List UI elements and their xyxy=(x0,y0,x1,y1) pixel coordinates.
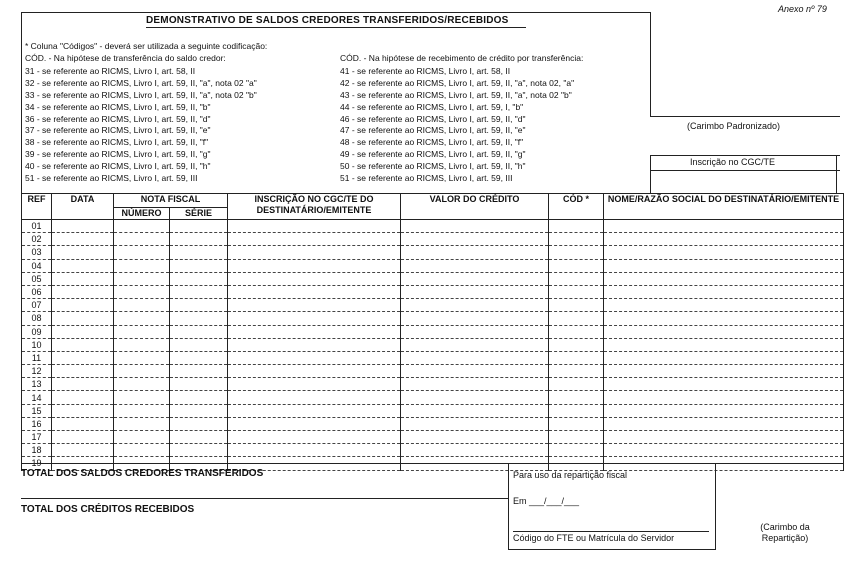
cell-valor[interactable] xyxy=(401,299,549,312)
cell-numero[interactable] xyxy=(114,444,170,457)
cell-numero[interactable] xyxy=(114,285,170,298)
totals-divider xyxy=(21,498,508,499)
cell-cod[interactable] xyxy=(549,246,604,259)
cell-nome[interactable] xyxy=(604,417,844,430)
row-ref: 16 xyxy=(22,417,52,430)
cell-cod[interactable] xyxy=(549,391,604,404)
row-ref: 01 xyxy=(22,220,52,233)
table-row xyxy=(22,431,844,444)
cell-inscricao[interactable] xyxy=(228,272,401,285)
cell-nome[interactable] xyxy=(604,431,844,444)
row-ref: 06 xyxy=(22,285,52,298)
cell-valor[interactable] xyxy=(401,391,549,404)
cell-data[interactable] xyxy=(52,259,114,272)
table-row xyxy=(22,220,844,233)
code-item: 31 - se referente ao RICMS, Livro I, art. 58, II xyxy=(25,66,196,76)
cell-inscricao[interactable] xyxy=(228,431,401,444)
cell-serie[interactable] xyxy=(170,404,228,417)
cell-valor[interactable] xyxy=(401,404,549,417)
cell-data[interactable] xyxy=(52,272,114,285)
cell-valor[interactable] xyxy=(401,338,549,351)
cell-inscricao[interactable] xyxy=(228,391,401,404)
cell-numero[interactable] xyxy=(114,325,170,338)
cell-serie[interactable] xyxy=(170,351,228,364)
cell-nome[interactable] xyxy=(604,259,844,272)
cell-data[interactable] xyxy=(52,299,114,312)
code-item: 42 - se referente ao RICMS, Livro I, art. 59, II, "a", nota 02, "a" xyxy=(340,77,575,88)
cell-inscricao[interactable] xyxy=(228,259,401,272)
reparticao-label: Para uso da repartição fiscal xyxy=(513,470,628,480)
cell-numero[interactable] xyxy=(114,378,170,391)
code-item: 47 - se referente ao RICMS, Livro I, art. 59, II, "e" xyxy=(340,125,526,136)
cell-nome[interactable] xyxy=(604,365,844,378)
cell-numero[interactable] xyxy=(114,365,170,378)
table-row xyxy=(22,404,844,417)
code-item: 41 - se referente ao RICMS, Livro I, art. 58, II xyxy=(340,66,511,76)
stamp-label: (Carimbo Padronizado) xyxy=(687,121,781,131)
title-underline xyxy=(146,27,526,28)
cell-valor[interactable] xyxy=(401,378,549,391)
cell-valor[interactable] xyxy=(401,285,549,298)
cell-valor[interactable] xyxy=(401,259,549,272)
table-row xyxy=(22,338,844,351)
cell-cod[interactable] xyxy=(549,312,604,325)
row-ref: 14 xyxy=(22,391,52,404)
row-ref: 11 xyxy=(22,351,52,364)
cell-data[interactable] xyxy=(52,431,114,444)
insc-box-left xyxy=(650,155,651,193)
cell-numero[interactable] xyxy=(114,351,170,364)
cell-cod[interactable] xyxy=(549,378,604,391)
cell-serie[interactable] xyxy=(170,259,228,272)
cell-valor[interactable] xyxy=(401,365,549,378)
code-item: 33 - se referente ao RICMS, Livro I, art. 59, II, "a", nota 02 "b" xyxy=(25,89,257,100)
col-data: DATA xyxy=(52,194,114,220)
cell-cod[interactable] xyxy=(549,351,604,364)
cell-numero[interactable] xyxy=(114,272,170,285)
right-codes-list xyxy=(340,66,574,185)
code-item: 51 - se referente ao RICMS, Livro I, art. 59, III xyxy=(25,173,198,184)
col-nota-fiscal: NOTA FISCAL xyxy=(114,194,228,208)
cell-serie[interactable] xyxy=(170,325,228,338)
table-row xyxy=(22,312,844,325)
code-item: 40 - se referente ao RICMS, Livro I, art. 59, II, "h" xyxy=(25,161,211,172)
cell-serie[interactable] xyxy=(170,246,228,259)
totals-top-border xyxy=(21,463,843,464)
left-codes-header: CÓD. - Na hipótese de transferência do saldo credor: xyxy=(25,53,226,63)
cell-inscricao[interactable] xyxy=(228,299,401,312)
cell-cod[interactable] xyxy=(549,444,604,457)
cell-serie[interactable] xyxy=(170,378,228,391)
cell-cod[interactable] xyxy=(549,285,604,298)
reparticao-stamp: (Carimbo da Repartição) xyxy=(760,522,810,543)
notes-header: * Coluna "Códigos" - deverá ser utilizada a seguinte codificação: xyxy=(25,41,268,51)
cell-inscricao[interactable] xyxy=(228,351,401,364)
cell-inscricao[interactable] xyxy=(228,285,401,298)
col-numero: NÚMERO xyxy=(114,208,170,220)
code-item: 39 - se referente ao RICMS, Livro I, art. 59, II, "g" xyxy=(25,149,211,160)
insc-box-right xyxy=(836,155,837,193)
cell-cod[interactable] xyxy=(549,404,604,417)
cell-cod[interactable] xyxy=(549,259,604,272)
cell-serie[interactable] xyxy=(170,444,228,457)
cell-numero[interactable] xyxy=(114,431,170,444)
cell-numero[interactable] xyxy=(114,233,170,246)
insc-box-top xyxy=(650,155,840,156)
table-row xyxy=(22,365,844,378)
row-ref: 13 xyxy=(22,378,52,391)
code-item: 43 - se referente ao RICMS, Livro I, art. 59, II, "a", nota 02 "b" xyxy=(340,89,572,100)
inscricao-label: Inscrição no CGC/TE xyxy=(690,157,776,167)
total-recebidos: TOTAL DOS CRÉDITOS RECEBIDOS xyxy=(21,504,195,515)
cell-nome[interactable] xyxy=(604,404,844,417)
cell-nome[interactable] xyxy=(604,325,844,338)
cell-valor[interactable] xyxy=(401,272,549,285)
cell-inscricao[interactable] xyxy=(228,312,401,325)
col-valor: VALOR DO CRÉDITO xyxy=(401,194,549,220)
cell-numero[interactable] xyxy=(114,259,170,272)
cell-valor[interactable] xyxy=(401,351,549,364)
annex-label: Anexo nº 79 xyxy=(778,4,827,14)
cell-data[interactable] xyxy=(52,338,114,351)
cell-inscricao[interactable] xyxy=(228,325,401,338)
page-title: DEMONSTRATIVO DE SALDOS CREDORES TRANSFERIDOS/RECEBIDOS xyxy=(146,15,509,26)
table-row xyxy=(22,246,844,259)
cell-cod[interactable] xyxy=(549,417,604,430)
signature-line xyxy=(513,531,709,532)
code-item: 51 - se referente ao RICMS, Livro I, art. 59, III xyxy=(340,173,513,184)
cell-data[interactable] xyxy=(52,285,114,298)
row-ref: 15 xyxy=(22,404,52,417)
cell-numero[interactable] xyxy=(114,404,170,417)
cell-inscricao[interactable] xyxy=(228,378,401,391)
code-item: 44 - se referente ao RICMS, Livro I, art. 59, I, "b" xyxy=(340,101,524,112)
cell-serie[interactable] xyxy=(170,338,228,351)
cell-numero[interactable] xyxy=(114,220,170,233)
cell-numero[interactable] xyxy=(114,299,170,312)
cell-cod[interactable] xyxy=(549,325,604,338)
cell-inscricao[interactable] xyxy=(228,233,401,246)
code-item: 32 - se referente ao RICMS, Livro I, art. 59, II, "a", nota 02 "a" xyxy=(25,77,257,88)
row-ref: 02 xyxy=(22,233,52,246)
cell-nome[interactable] xyxy=(604,444,844,457)
code-item: 38 - se referente ao RICMS, Livro I, art. 59, II, "f" xyxy=(25,137,209,148)
row-ref: 03 xyxy=(22,246,52,259)
table-row xyxy=(22,444,844,457)
cell-valor[interactable] xyxy=(401,312,549,325)
cell-cod[interactable] xyxy=(549,338,604,351)
reparticao-code: Código do FTE ou Matrícula do Servidor xyxy=(513,533,675,543)
cell-nome[interactable] xyxy=(604,312,844,325)
cell-serie[interactable] xyxy=(170,391,228,404)
cell-inscricao[interactable] xyxy=(228,220,401,233)
cell-serie[interactable] xyxy=(170,417,228,430)
col-nome: NOME/RAZÃO SOCIAL DO DESTINATÁRIO/EMITENTE xyxy=(604,194,844,220)
insc-box-mid xyxy=(650,170,840,171)
row-ref: 07 xyxy=(22,299,52,312)
cell-valor[interactable] xyxy=(401,417,549,430)
cell-serie[interactable] xyxy=(170,365,228,378)
left-codes-list xyxy=(25,66,257,185)
cell-data[interactable] xyxy=(52,444,114,457)
cell-data[interactable] xyxy=(52,378,114,391)
cell-serie[interactable] xyxy=(170,312,228,325)
row-ref: 09 xyxy=(22,325,52,338)
code-item: 36 - se referente ao RICMS, Livro I, art. 59, II, "d" xyxy=(25,113,211,124)
col-cod: CÓD * xyxy=(549,194,604,220)
code-item: 50 - se referente ao RICMS, Livro I, art. 59, II, "h" xyxy=(340,161,526,172)
cell-numero[interactable] xyxy=(114,338,170,351)
cell-nome[interactable] xyxy=(604,246,844,259)
cell-valor[interactable] xyxy=(401,246,549,259)
cell-cod[interactable] xyxy=(549,299,604,312)
stamp-box-left xyxy=(650,12,651,116)
table-row xyxy=(22,391,844,404)
table-row xyxy=(22,351,844,364)
cell-valor[interactable] xyxy=(401,233,549,246)
cell-valor[interactable] xyxy=(401,325,549,338)
cell-numero[interactable] xyxy=(114,246,170,259)
right-codes-header: CÓD. - Na hipótese de recebimento de crédito por transferência: xyxy=(340,53,584,63)
cell-numero[interactable] xyxy=(114,391,170,404)
row-ref: 10 xyxy=(22,338,52,351)
cell-serie[interactable] xyxy=(170,431,228,444)
cell-cod[interactable] xyxy=(549,272,604,285)
table-row xyxy=(22,378,844,391)
col-ref: REF xyxy=(22,194,52,220)
code-item: 46 - se referente ao RICMS, Livro I, art. 59, II, "d" xyxy=(340,113,526,124)
row-ref: 17 xyxy=(22,431,52,444)
cell-cod[interactable] xyxy=(549,431,604,444)
cell-numero[interactable] xyxy=(114,312,170,325)
cell-valor[interactable] xyxy=(401,220,549,233)
cell-inscricao[interactable] xyxy=(228,338,401,351)
cell-nome[interactable] xyxy=(604,285,844,298)
cell-inscricao[interactable] xyxy=(228,404,401,417)
credits-table xyxy=(21,193,844,471)
col-serie: SÉRIE xyxy=(170,208,228,220)
cell-data[interactable] xyxy=(52,246,114,259)
table-row xyxy=(22,417,844,430)
cell-cod[interactable] xyxy=(549,365,604,378)
cell-inscricao[interactable] xyxy=(228,444,401,457)
code-item: 49 - se referente ao RICMS, Livro I, art. 59, II, "g" xyxy=(340,149,526,160)
cell-serie[interactable] xyxy=(170,285,228,298)
cell-data[interactable] xyxy=(52,312,114,325)
cell-nome[interactable] xyxy=(604,220,844,233)
cell-nome[interactable] xyxy=(604,351,844,364)
table-row xyxy=(22,285,844,298)
cell-inscricao[interactable] xyxy=(228,365,401,378)
row-ref: 08 xyxy=(22,312,52,325)
cell-nome[interactable] xyxy=(604,378,844,391)
table-row xyxy=(22,259,844,272)
stamp-box-bottom xyxy=(650,116,840,117)
cell-nome[interactable] xyxy=(604,272,844,285)
cell-cod[interactable] xyxy=(549,233,604,246)
cell-inscricao[interactable] xyxy=(228,417,401,430)
code-item: 34 - se referente ao RICMS, Livro I, art. 59, II, "b" xyxy=(25,101,211,112)
header-top-border xyxy=(21,12,650,13)
code-item: 48 - se referente ao RICMS, Livro I, art. 59, II, "f" xyxy=(340,137,524,148)
cell-data[interactable] xyxy=(52,220,114,233)
reparticao-date[interactable]: Em ___/___/___ xyxy=(513,496,580,506)
code-item: 37 - se referente ao RICMS, Livro I, art. 59, II, "e" xyxy=(25,125,211,136)
cell-serie[interactable] xyxy=(170,299,228,312)
row-ref: 18 xyxy=(22,444,52,457)
cell-data[interactable] xyxy=(52,417,114,430)
cell-data[interactable] xyxy=(52,233,114,246)
row-ref: 12 xyxy=(22,365,52,378)
header-left-border xyxy=(21,12,22,193)
cell-serie[interactable] xyxy=(170,220,228,233)
table-row xyxy=(22,272,844,285)
table-row xyxy=(22,233,844,246)
col-inscricao: INSCRIÇÃO NO CGC/TE DO DESTINATÁRIO/EMITENTE xyxy=(228,194,401,220)
cell-serie[interactable] xyxy=(170,233,228,246)
cell-data[interactable] xyxy=(52,325,114,338)
cell-numero[interactable] xyxy=(114,417,170,430)
cell-valor[interactable] xyxy=(401,431,549,444)
row-ref: 05 xyxy=(22,272,52,285)
cell-data[interactable] xyxy=(52,404,114,417)
cell-data[interactable] xyxy=(52,351,114,364)
total-transferidos: TOTAL DOS SALDOS CREDORES TRANSFERIDOS xyxy=(21,468,264,479)
cell-cod[interactable] xyxy=(549,220,604,233)
cell-data[interactable] xyxy=(52,365,114,378)
cell-inscricao[interactable] xyxy=(228,246,401,259)
cell-valor[interactable] xyxy=(401,444,549,457)
cell-data[interactable] xyxy=(52,391,114,404)
cell-nome[interactable] xyxy=(604,299,844,312)
cell-nome[interactable] xyxy=(604,338,844,351)
cell-nome[interactable] xyxy=(604,233,844,246)
cell-serie[interactable] xyxy=(170,272,228,285)
row-ref: 04 xyxy=(22,259,52,272)
cell-nome[interactable] xyxy=(604,391,844,404)
table-row xyxy=(22,325,844,338)
table-row xyxy=(22,299,844,312)
